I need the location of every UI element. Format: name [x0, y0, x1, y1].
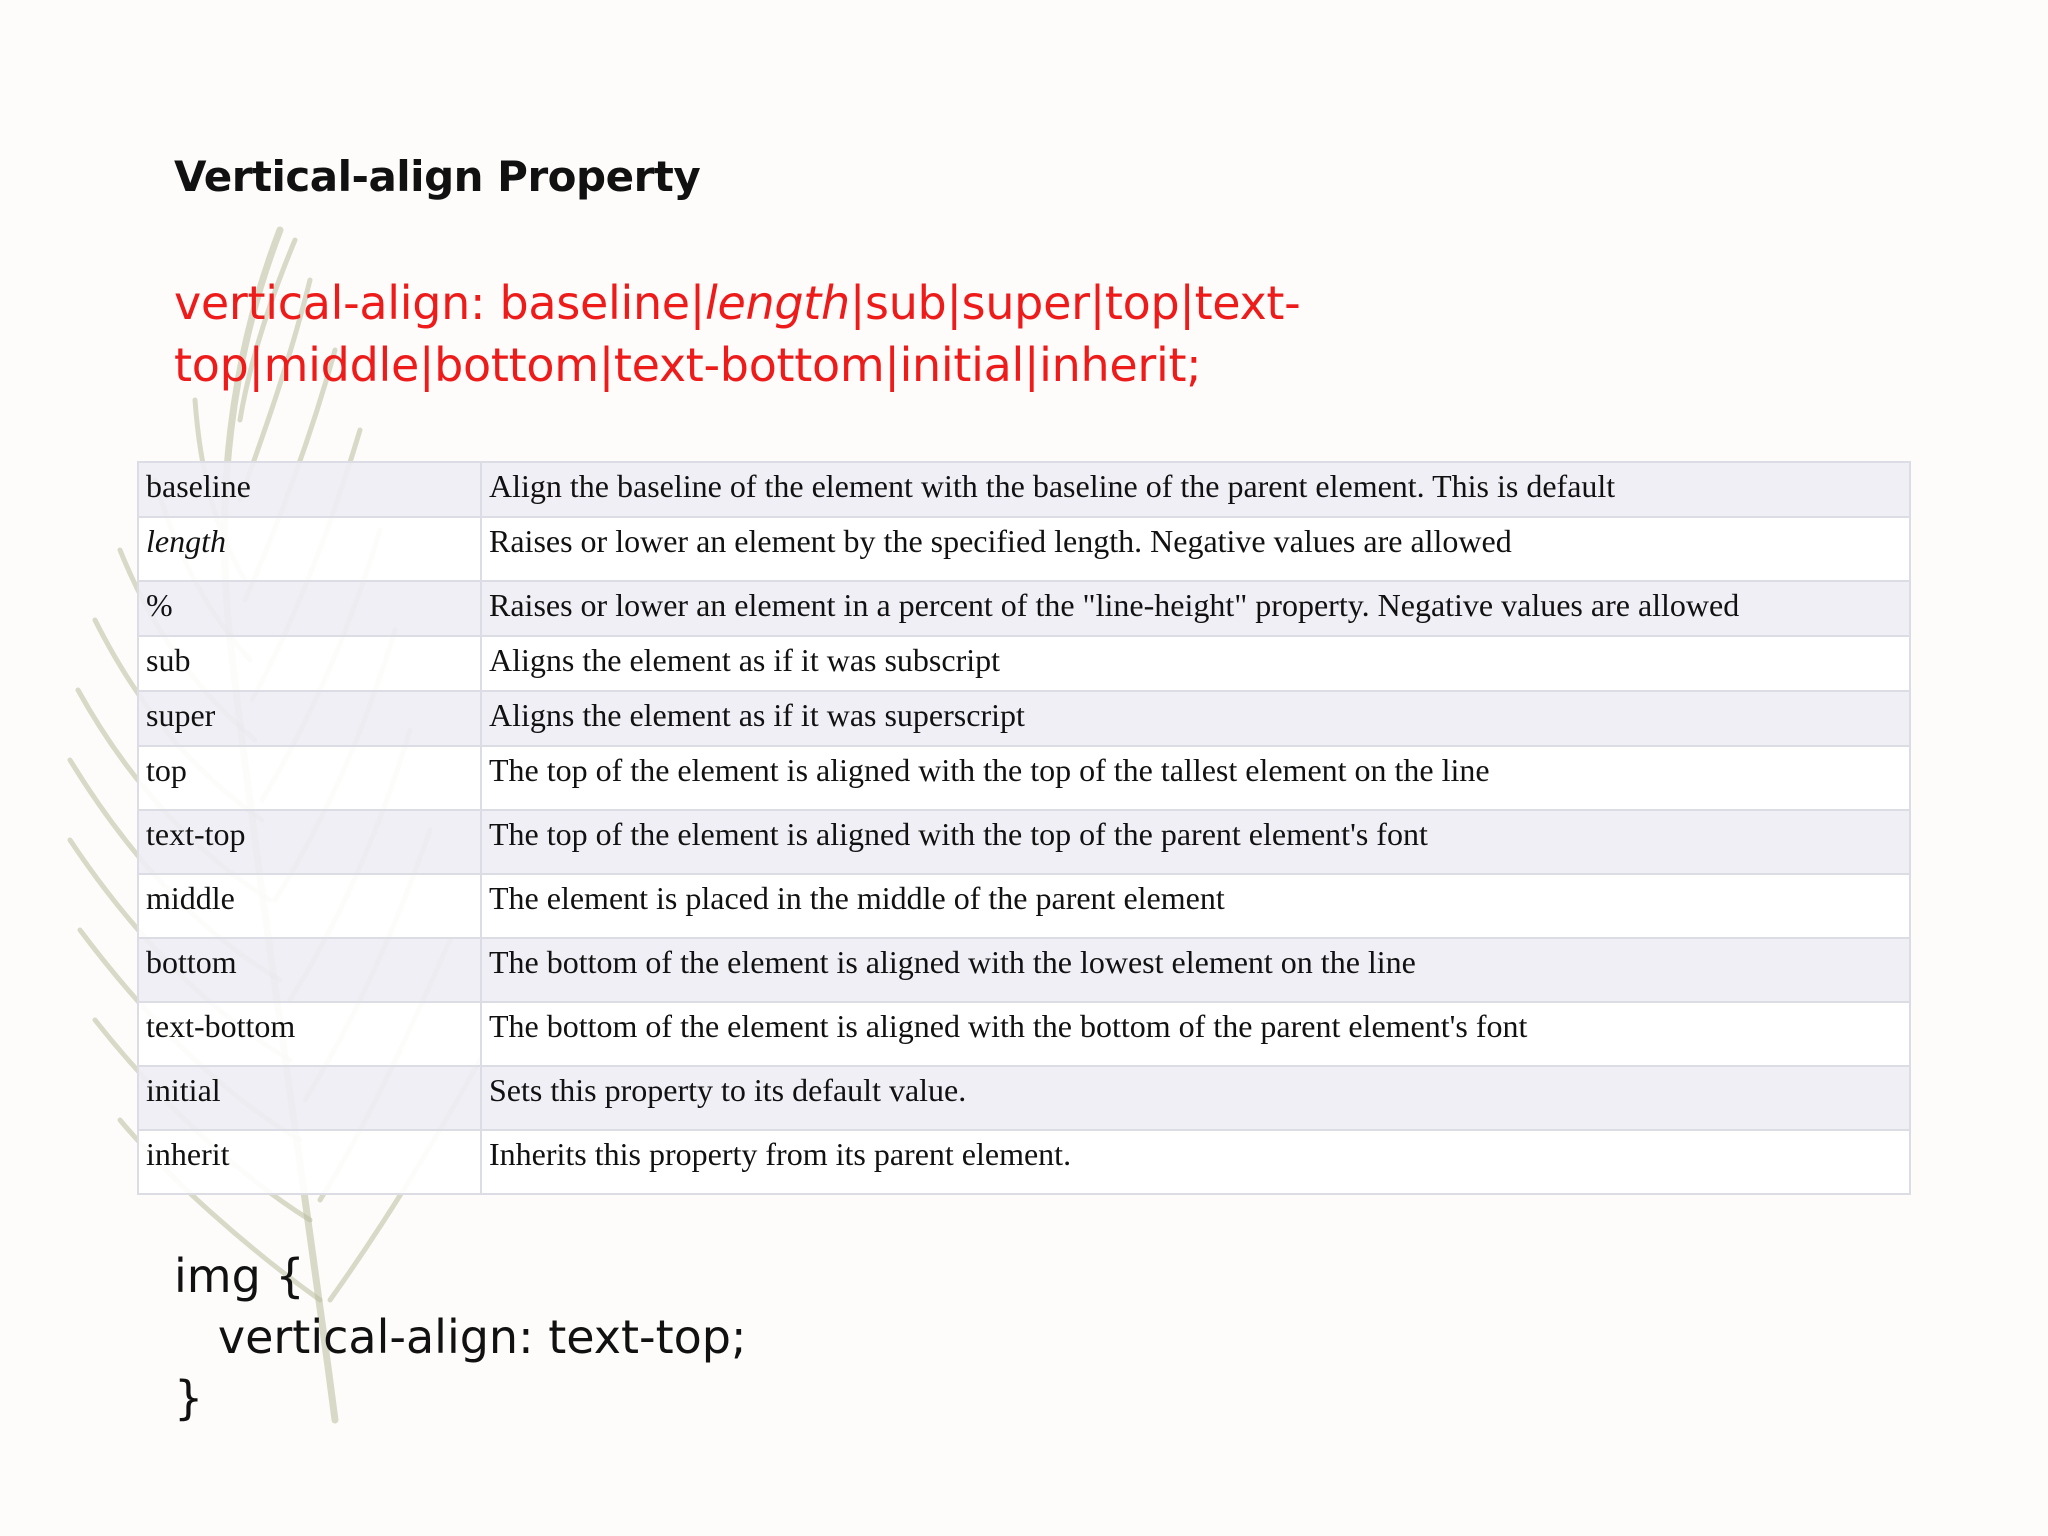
- description-cell: Inherits this property from its parent element.: [481, 1130, 1910, 1194]
- description-cell: Aligns the element as if it was superscript: [481, 691, 1910, 746]
- table-row: [138, 1130, 1910, 1194]
- description-cell: The bottom of the element is aligned with the bottom of the parent element's font: [481, 1002, 1910, 1066]
- page-title: Vertical-align Property: [174, 152, 701, 201]
- description-cell: Align the baseline of the element with the baseline of the parent element. This is default: [481, 462, 1910, 517]
- table-row: [138, 462, 1910, 517]
- values-table: [137, 461, 1911, 1195]
- description-cell: Sets this property to its default value.: [481, 1066, 1910, 1130]
- code-line-selector: img {: [174, 1249, 305, 1303]
- value-cell: super: [138, 691, 481, 746]
- table-row: [138, 691, 1910, 746]
- table-row: [138, 1002, 1910, 1066]
- description-cell: Raises or lower an element by the specified length. Negative values are allowed: [481, 517, 1910, 581]
- code-example: [174, 1246, 746, 1429]
- table-row: [138, 810, 1910, 874]
- value-cell: middle: [138, 874, 481, 938]
- table-row: [138, 1066, 1910, 1130]
- value-cell: sub: [138, 636, 481, 691]
- table-row: [138, 746, 1910, 810]
- values-table-body: [138, 462, 1910, 1194]
- value-cell: %: [138, 581, 481, 636]
- value-cell: top: [138, 746, 481, 810]
- table-row: [138, 938, 1910, 1002]
- value-cell: baseline: [138, 462, 481, 517]
- code-line-close: }: [174, 1371, 204, 1425]
- table-row: [138, 581, 1910, 636]
- syntax-suffix: |sub|super|top|text-top|middle|bottom|text-bottom|initial|inherit;: [174, 276, 1301, 392]
- value-cell: text-bottom: [138, 1002, 481, 1066]
- description-cell: Raises or lower an element in a percent of the "line-height" property. Negative values are allowed: [481, 581, 1910, 636]
- table-row: [138, 636, 1910, 691]
- syntax-length-keyword: length: [705, 276, 850, 330]
- description-cell: Aligns the element as if it was subscript: [481, 636, 1910, 691]
- value-cell: bottom: [138, 938, 481, 1002]
- value-cell: text-top: [138, 810, 481, 874]
- description-cell: The bottom of the element is aligned with the lowest element on the line: [481, 938, 1910, 1002]
- code-line-declaration: vertical-align: text-top;: [174, 1310, 747, 1364]
- value-cell: inherit: [138, 1130, 481, 1194]
- value-cell: length: [138, 517, 481, 581]
- description-cell: The top of the element is aligned with the top of the parent element's font: [481, 810, 1910, 874]
- value-cell: initial: [138, 1066, 481, 1130]
- description-cell: The top of the element is aligned with the top of the tallest element on the line: [481, 746, 1910, 810]
- description-cell: The element is placed in the middle of the parent element: [481, 874, 1910, 938]
- table-row: [138, 874, 1910, 938]
- syntax-prefix: vertical-align: baseline|: [174, 276, 706, 330]
- syntax-line: [174, 272, 1814, 396]
- table-row: [138, 517, 1910, 581]
